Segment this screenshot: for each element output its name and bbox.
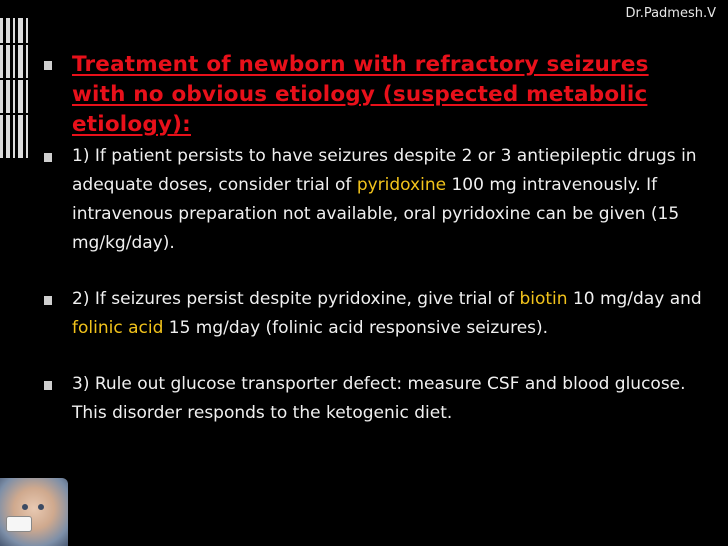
bullet-icon [44,381,52,390]
list-item-2 [38,285,708,343]
slide-heading: Treatment of newborn with refractory seizures with no obvious etiology (suspected metabolic etiology): [72,52,649,137]
bullet-icon [44,296,52,305]
item-2-text: 2) If seizures persist despite pyridoxine, give trial of biotin 10 mg/day and folinic acid 15 mg/day (folinic acid responsive seizures). [72,289,702,338]
bullet-icon [44,61,52,70]
slide-content [38,50,708,428]
list-item-3 [38,370,708,428]
item-1-text: 1) If patient persists to have seizures despite 2 or 3 antiepileptic drugs in adequate doses, consider trial of pyridoxine 100 mg intravenously. If intravenous preparation not available, oral pyridoxine can be given (15 mg/kg/day). [72,146,697,253]
author-label: Dr.Padmesh.V [625,6,716,21]
baby-logo [0,478,68,546]
decorative-bars [0,18,30,158]
heading-item [38,50,708,140]
bullet-icon [44,153,52,162]
biotin-highlight: biotin [519,289,568,309]
item-3-text: 3) Rule out glucose transporter defect: measure CSF and blood glucose. This disorder responds to the ketogenic diet. [72,374,686,423]
list-item-1 [38,142,708,258]
pyridoxine-highlight: pyridoxine [356,175,447,195]
folinic-acid-highlight: folinic acid [72,318,164,338]
